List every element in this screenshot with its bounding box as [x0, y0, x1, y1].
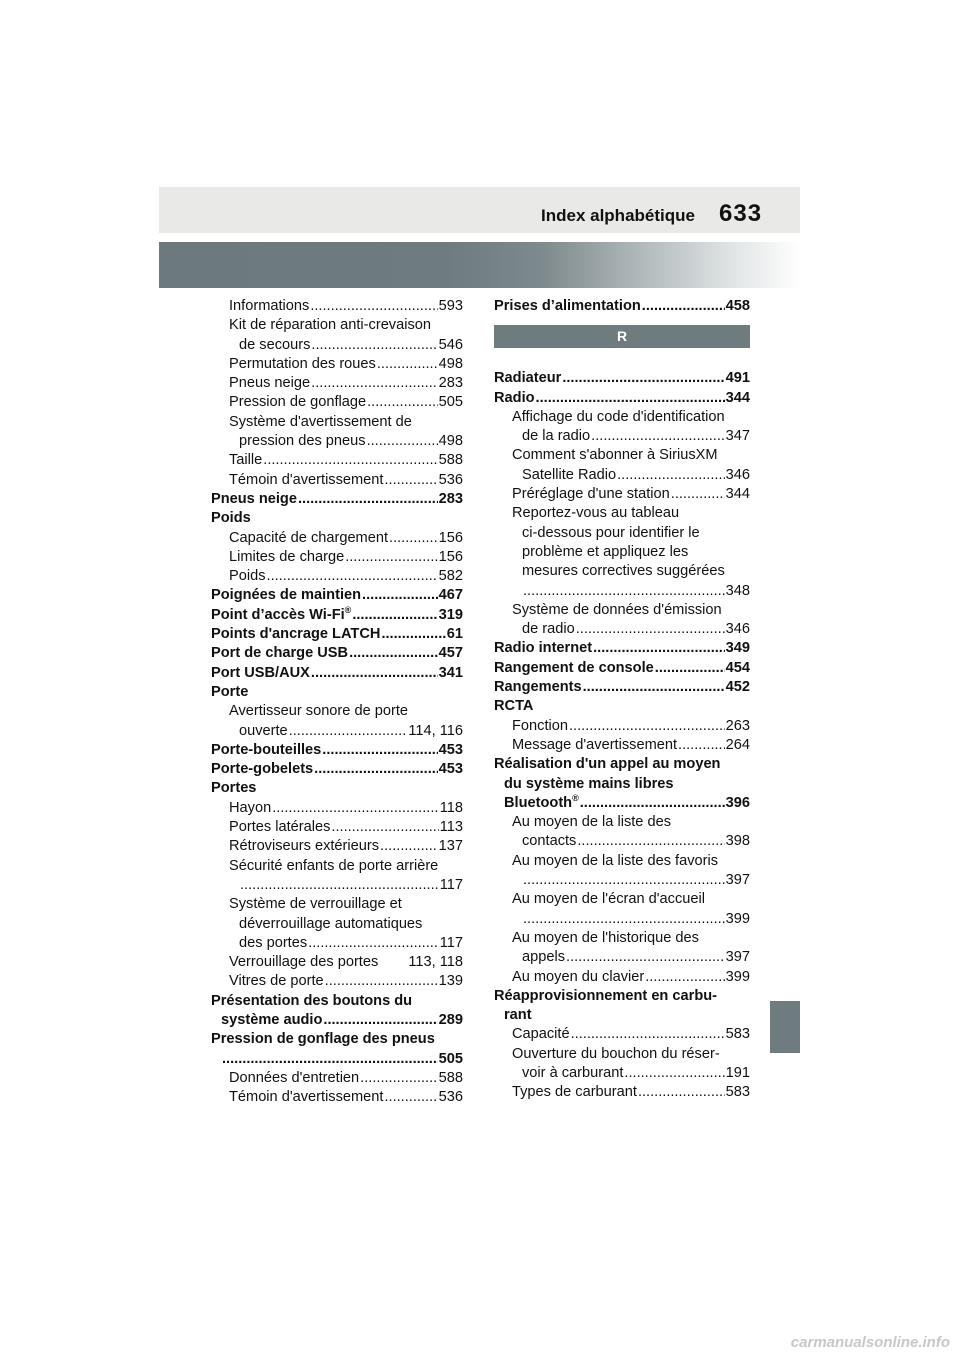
index-heading: Rangement de console ..... 454 [494, 659, 750, 678]
index-heading: ..... 505 [211, 1050, 463, 1069]
index-entry-line: Au moyen de la liste des [512, 814, 671, 831]
index-entry: Pression de gonflage ..... 505 [211, 393, 463, 412]
index-entry: voir à carburant ..... 191 [494, 1064, 750, 1083]
index-entry-line: Kit de réparation anti-crevaison [229, 317, 431, 334]
index-heading: Points d'ancrage LATCH ..... 61 [211, 625, 463, 644]
header-gradient-band [159, 242, 800, 288]
index-entry-line: problème et appliquez les [522, 543, 689, 560]
index-entry: Hayon ..... 118 [211, 799, 463, 818]
index-entry-line: mesures correctives suggérées [522, 563, 725, 580]
index-heading: Radio internet ..... 349 [494, 639, 750, 658]
index-entry-line: Au moyen de l'écran d'accueil [512, 891, 705, 908]
index-entry: Pneus neige ..... 283 [211, 374, 463, 393]
index-entry: Satellite Radio ..... 346 [494, 466, 750, 485]
index-entry: Message d'avertissement ..... 264 [494, 736, 750, 755]
index-entry: de radio ..... 346 [494, 620, 750, 639]
index-entry-line: Au moyen de l'historique des [512, 929, 699, 946]
index-entry: Préréglage d'une station ..... 344 [494, 485, 750, 504]
index-heading: Réalisation d'un appel au moyen [494, 756, 721, 773]
index-entry: Poids ..... 582 [211, 567, 463, 586]
index-heading: système audio ..... 289 [211, 1011, 463, 1030]
index-entry-line: Reportez-vous au tableau [512, 505, 680, 522]
index-entry: ..... 117 [211, 876, 463, 895]
index-entry: Portes latérales ..... 113 [211, 818, 463, 837]
index-entry: ..... 348 [494, 582, 750, 601]
index-entry-line: Système de verrouillage et [229, 896, 402, 913]
index-entry: pression des pneus ..... 498 [211, 432, 463, 451]
index-entry-line: Système de données d'émission [512, 601, 722, 618]
index-entry-line: déverrouillage automatiques [239, 915, 423, 932]
page-header-bar [159, 187, 800, 233]
index-heading: Réapprovisionnement en carbu- [494, 987, 718, 1004]
index-heading: Rangements ..... 452 [494, 678, 750, 697]
index-entry: de secours ..... 546 [211, 336, 463, 355]
index-heading: Pression de gonflage des pneus [211, 1031, 435, 1048]
index-entry: Limites de charge ..... 156 [211, 548, 463, 567]
page-header-title: Index alphabétique [541, 206, 695, 225]
index-entry: Données d'entretien ..... 588 [211, 1069, 463, 1088]
index-entry: Rétroviseurs extérieurs ..... 137 [211, 837, 463, 856]
index-entry: Fonction ..... 263 [494, 717, 750, 736]
index-entry-line: Au moyen de la liste des favoris [512, 852, 719, 869]
index-entry-line: Ouverture du bouchon du réser- [512, 1045, 720, 1062]
index-entry: ..... 397 [494, 871, 750, 890]
index-column-right [494, 297, 750, 1103]
index-heading: Radiateur ..... 491 [494, 369, 750, 388]
index-entry: Capacité ..... 583 [494, 1025, 750, 1044]
index-entry-line: Sécurité enfants de porte arrière [229, 857, 439, 874]
index-entry-line: Système d'avertissement de [229, 413, 412, 430]
index-heading: Porte-bouteilles ..... 453 [211, 741, 463, 760]
index-heading: Port USB/AUX ..... 341 [211, 664, 463, 683]
index-entry: Au moyen du clavier ..... 399 [494, 968, 750, 987]
index-entry: ..... 399 [494, 910, 750, 929]
index-heading: Poignées de maintien ..... 467 [211, 586, 463, 605]
index-entry-line: Affichage du code d'identification [512, 408, 725, 425]
index-heading: rant [504, 1007, 532, 1024]
index-heading: RCTA [494, 698, 534, 715]
index-column-left [211, 297, 463, 1107]
index-heading: Port de charge USB ..... 457 [211, 644, 463, 663]
index-heading: Portes [211, 780, 257, 797]
index-entry-line: Comment s'abonner à SiriusXM [512, 447, 718, 464]
index-heading: du système mains libres [504, 775, 674, 792]
index-entry: Types de carburant ..... 583 [494, 1083, 750, 1102]
index-entry: appels ..... 397 [494, 948, 750, 967]
index-entry-line: ci-dessous pour identifier le [522, 524, 700, 541]
section-letter-bar: R [494, 325, 750, 348]
index-heading: Pneus neige ..... 283 [211, 490, 463, 509]
index-entry: contacts ..... 398 [494, 832, 750, 851]
index-heading: Présentation des boutons du [211, 992, 413, 1009]
index-entry: ouverte ..... 114, 116 [211, 722, 463, 741]
index-entry: Témoin d'avertissement ..... 536 [211, 1088, 463, 1107]
index-entry: Témoin d'avertissement ..... 536 [211, 471, 463, 490]
section-thumb-tab [770, 1001, 800, 1053]
index-heading: Poids [211, 510, 251, 527]
watermark: carmanualsonline.info [790, 1334, 950, 1351]
index-heading: Radio ..... 344 [494, 389, 750, 408]
index-entry: des portes ..... 117 [211, 934, 463, 953]
index-entry: de la radio ..... 347 [494, 427, 750, 446]
index-entry: Capacité de chargement ..... 156 [211, 529, 463, 548]
index-heading: Bluetooth® ..... 396 [494, 794, 750, 813]
index-entry: Verrouillage des portes 113, 118 [229, 954, 463, 971]
index-entry: Vitres de porte ..... 139 [211, 972, 463, 991]
index-heading: Prises d’alimentation ..... 458 [494, 297, 750, 316]
page-number: 633 [719, 200, 763, 227]
index-entry: Informations ..... 593 [211, 297, 463, 316]
index-entry-line: Avertisseur sonore de porte [229, 703, 409, 720]
index-heading: Point d’accès Wi-Fi® ..... 319 [211, 606, 463, 625]
index-heading: Porte-gobelets ..... 453 [211, 760, 463, 779]
index-entry: Taille ..... 588 [211, 451, 463, 470]
index-heading: Porte [211, 683, 249, 700]
index-entry: Permutation des roues ..... 498 [211, 355, 463, 374]
